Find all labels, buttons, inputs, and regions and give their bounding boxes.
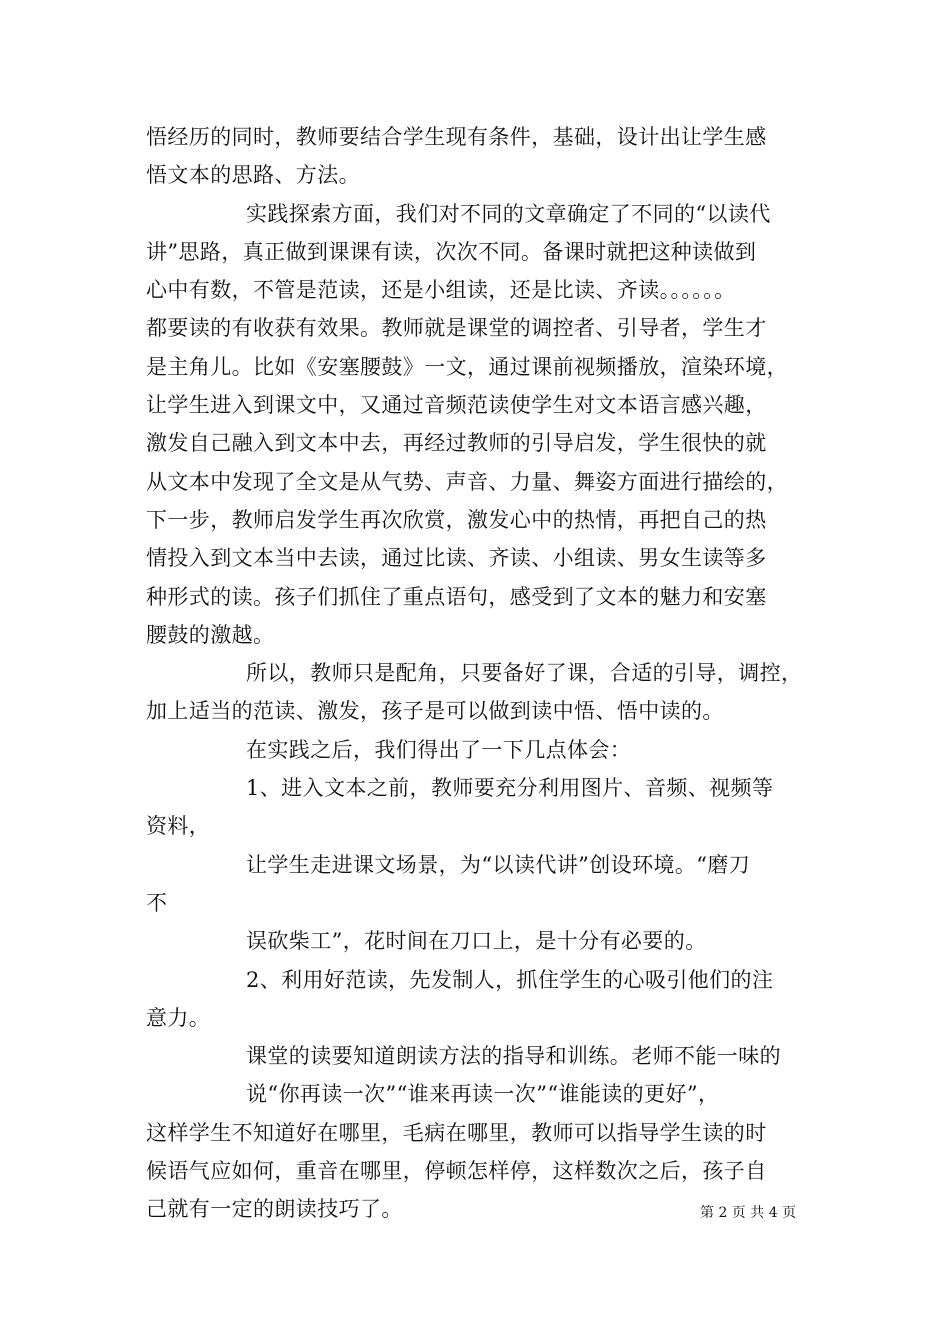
text-line: 误砍柴工”，花时间在刀口上，是十分有必要的。 (246, 929, 707, 954)
text-line: 1、进入文本之前，教师要充分利用图片、音频、视频等 (246, 776, 774, 801)
text-line: 2、利用好范读，先发制人，抓住学生的心吸引他们的注 (246, 967, 774, 992)
text-line: 让学生进入到课文中，又通过音频范读使学生对文本语言感兴趣， (146, 393, 767, 418)
text-line: 加上适当的范读、激发，孩子是可以做到读中悟、悟中读的。 (146, 699, 724, 724)
page-number: 第 2 页 共 4 页 (700, 1205, 797, 1221)
text-line: 是主角儿。比如《安塞腰鼓》一文，通过课前视频播放，渲染环境， (146, 354, 788, 379)
text-line: 从文本中发现了全文是从气势、声音、力量、舞姿方面进行描绘的， (146, 469, 788, 494)
text-line: 情投入到文本当中去读，通过比读、齐读、小组读、男女生读等多 (146, 546, 767, 571)
text-line: 悟经历的同时，教师要结合学生现有条件，基础，设计出让学生感 (146, 125, 767, 149)
text-line: 悟文本的思路、方法。 (146, 163, 360, 188)
text-line: 这样学生不知道好在哪里，毛病在哪里，教师可以指导学生读的时 (146, 1120, 767, 1145)
text-line: 实践探索方面，我们对不同的文章确定了不同的“以读代 (246, 201, 771, 226)
text-line: 资料， (146, 814, 211, 839)
text-line: 在实践之后，我们得出了一下几点体会： (246, 737, 632, 762)
text-line: 所以，教师只是配角，只要备好了课，合适的引导，调控， (246, 661, 803, 686)
text-line: 己就有一定的朗读技巧了。 (146, 1197, 403, 1222)
text-line: 激发自己融入到文本中去，再经过教师的引导启发，学生很快的就 (146, 431, 767, 456)
text-line: 不 (146, 890, 168, 915)
text-line: 说“你再读一次”“谁来再读一次”“谁能读的更好”， (246, 1082, 720, 1107)
text-line: 种形式的读。孩子们抓住了重点语句，感受到了文本的魅力和安塞 (146, 584, 767, 609)
text-line: 意力。 (146, 1005, 211, 1030)
text-line: 心中有数，不管是范读，还是小组读，还是比读、齐读。。。。。。 (146, 278, 736, 303)
document-body (146, 118, 826, 1229)
text-line: 课堂的读要知道朗读方法的指导和训练。老师不能一味的 (246, 1044, 781, 1069)
text-line: 都要读的有收获有效果。教师就是课堂的调控者、引导者，学生才 (146, 316, 767, 341)
text-line: 下一步，教师启发学生再次欣赏，激发心中的热情，再把自己的热 (146, 507, 767, 532)
text-line: 讲”思路，真正做到课课有读，次次不同。备课时就把这种读做到 (146, 239, 757, 264)
text-line: 候语气应如何，重音在哪里，停顿怎样停，这样数次之后，孩子自 (146, 1159, 767, 1184)
text-line: 腰鼓的激越。 (146, 622, 275, 647)
text-line: 让学生走进课文场景，为“以读代讲”创设环境。“磨刀 (246, 852, 751, 877)
